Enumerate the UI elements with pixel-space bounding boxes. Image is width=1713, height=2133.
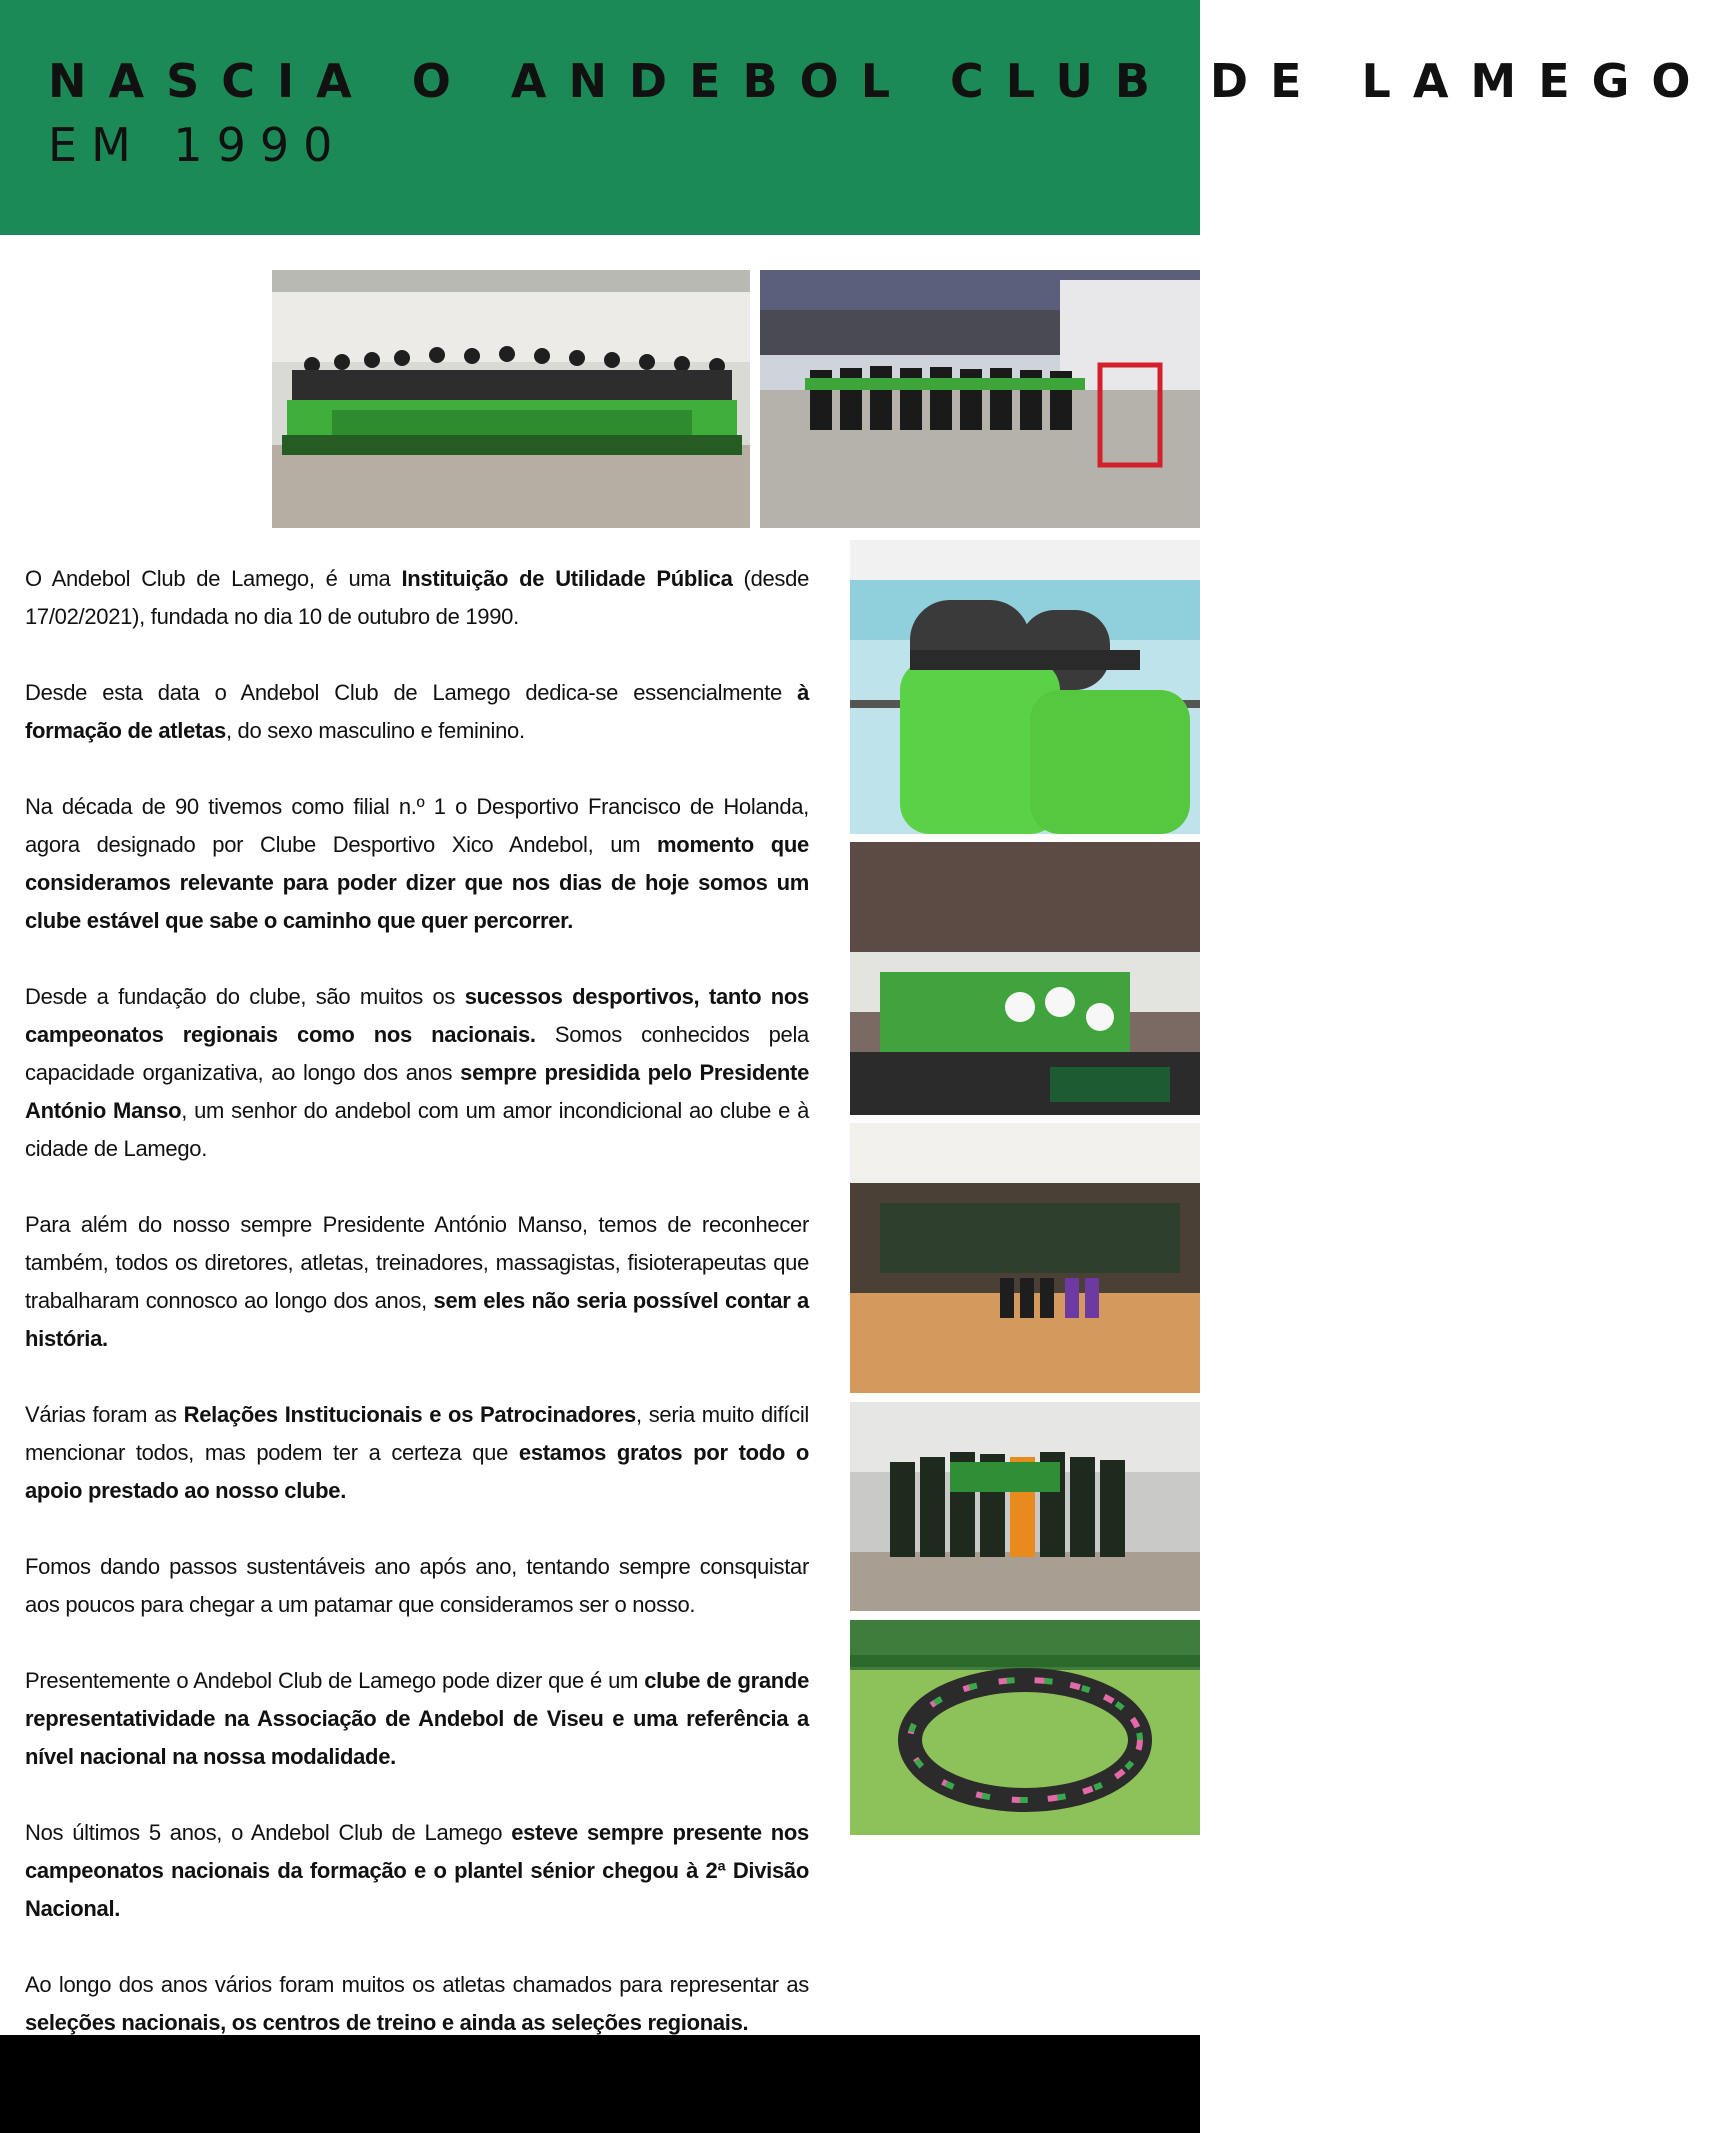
photo-circle-on-grass xyxy=(850,1620,1200,1835)
history-text xyxy=(25,560,809,2118)
paragraph-2: Desde esta data o Andebol Club de Lamego dedica-se essencialmente à formação de atletas, do sexo masculino e feminino. xyxy=(25,680,809,743)
paragraph-8: Presentemente o Andebol Club de Lamego pode dizer que é um clube de grande representatividade na Associação de Andebol de Viseu e uma referência a nível nacional na nossa modalidade. xyxy=(25,1668,809,1769)
paragraph-5: Para além do nosso sempre Presidente António Manso, temos de reconhecer também, todos os diretores, atletas, treinadores, massagistas, fisioterapeutas que trabalharam connosco ao longo dos anos, sem eles não seria possível contar a história. xyxy=(25,1212,809,1351)
page-subtitle: EM 1990 xyxy=(48,118,347,172)
photo-young-players-bench xyxy=(850,540,1200,834)
paragraph-10: Ao longo dos anos vários foram muitos os atletas chamados para representar as seleções nacionais, os centros de treino e ainda as seleções regionais. xyxy=(25,1972,809,2035)
photo-crowd-stands xyxy=(850,842,1200,1115)
paragraph-1: O Andebol Club de Lamego, é uma Instituição de Utilidade Pública (desde 17/02/2021), fundada no dia 10 de outubro de 1990. xyxy=(25,566,810,629)
paragraph-4: Desde a fundação do clube, são muitos os sucessos desportivos, tanto nos campeonatos regionais como nos nacionais. Somos conhecidos pela capacidade organizativa, ao longo dos anos sempre presidida pelo Presidente António Manso, um senhor do andebol com um amor incondicional ao clube e à cidade de Lamego. xyxy=(25,984,810,1161)
photo-team-huddle-court xyxy=(760,270,1200,528)
paragraph-6: Várias foram as Relações Institucionais e os Patrocinadores, seria muito difícil mencionar todos, mas podem ter a certeza que estamos gratos por todo o apoio prestado ao nosso clube. xyxy=(25,1402,809,1503)
paragraph-3: Na década de 90 tivemos como filial n.º 1 o Desportivo Francisco de Holanda, agora designado por Clube Desportivo Xico Andebol, um momento que consideramos relevante para poder dizer que nos dias de hoje somos um clube estável que sabe o caminho que quer percorrer. xyxy=(25,794,809,933)
page-title: NASCIA O ANDEBOL CLUB DE LAMEGO xyxy=(48,54,1713,108)
paragraph-7: Fomos dando passos sustentáveis ano após ano, tentando sempre consquistar aos poucos para chegar a um patamar que consideramos ser o nosso. xyxy=(25,1554,809,1617)
paragraph-9: Nos últimos 5 anos, o Andebol Club de Lamego esteve sempre presente nos campeonatos nacionais da formação e o plantel sénior chegou à 2ª Divisão Nacional. xyxy=(25,1820,809,1921)
photo-team-group xyxy=(272,270,750,528)
page-header xyxy=(0,0,1713,235)
photo-team-gathering xyxy=(850,1402,1200,1611)
page-footer xyxy=(0,2035,1200,2133)
photo-sports-hall-crowd xyxy=(850,1123,1200,1393)
